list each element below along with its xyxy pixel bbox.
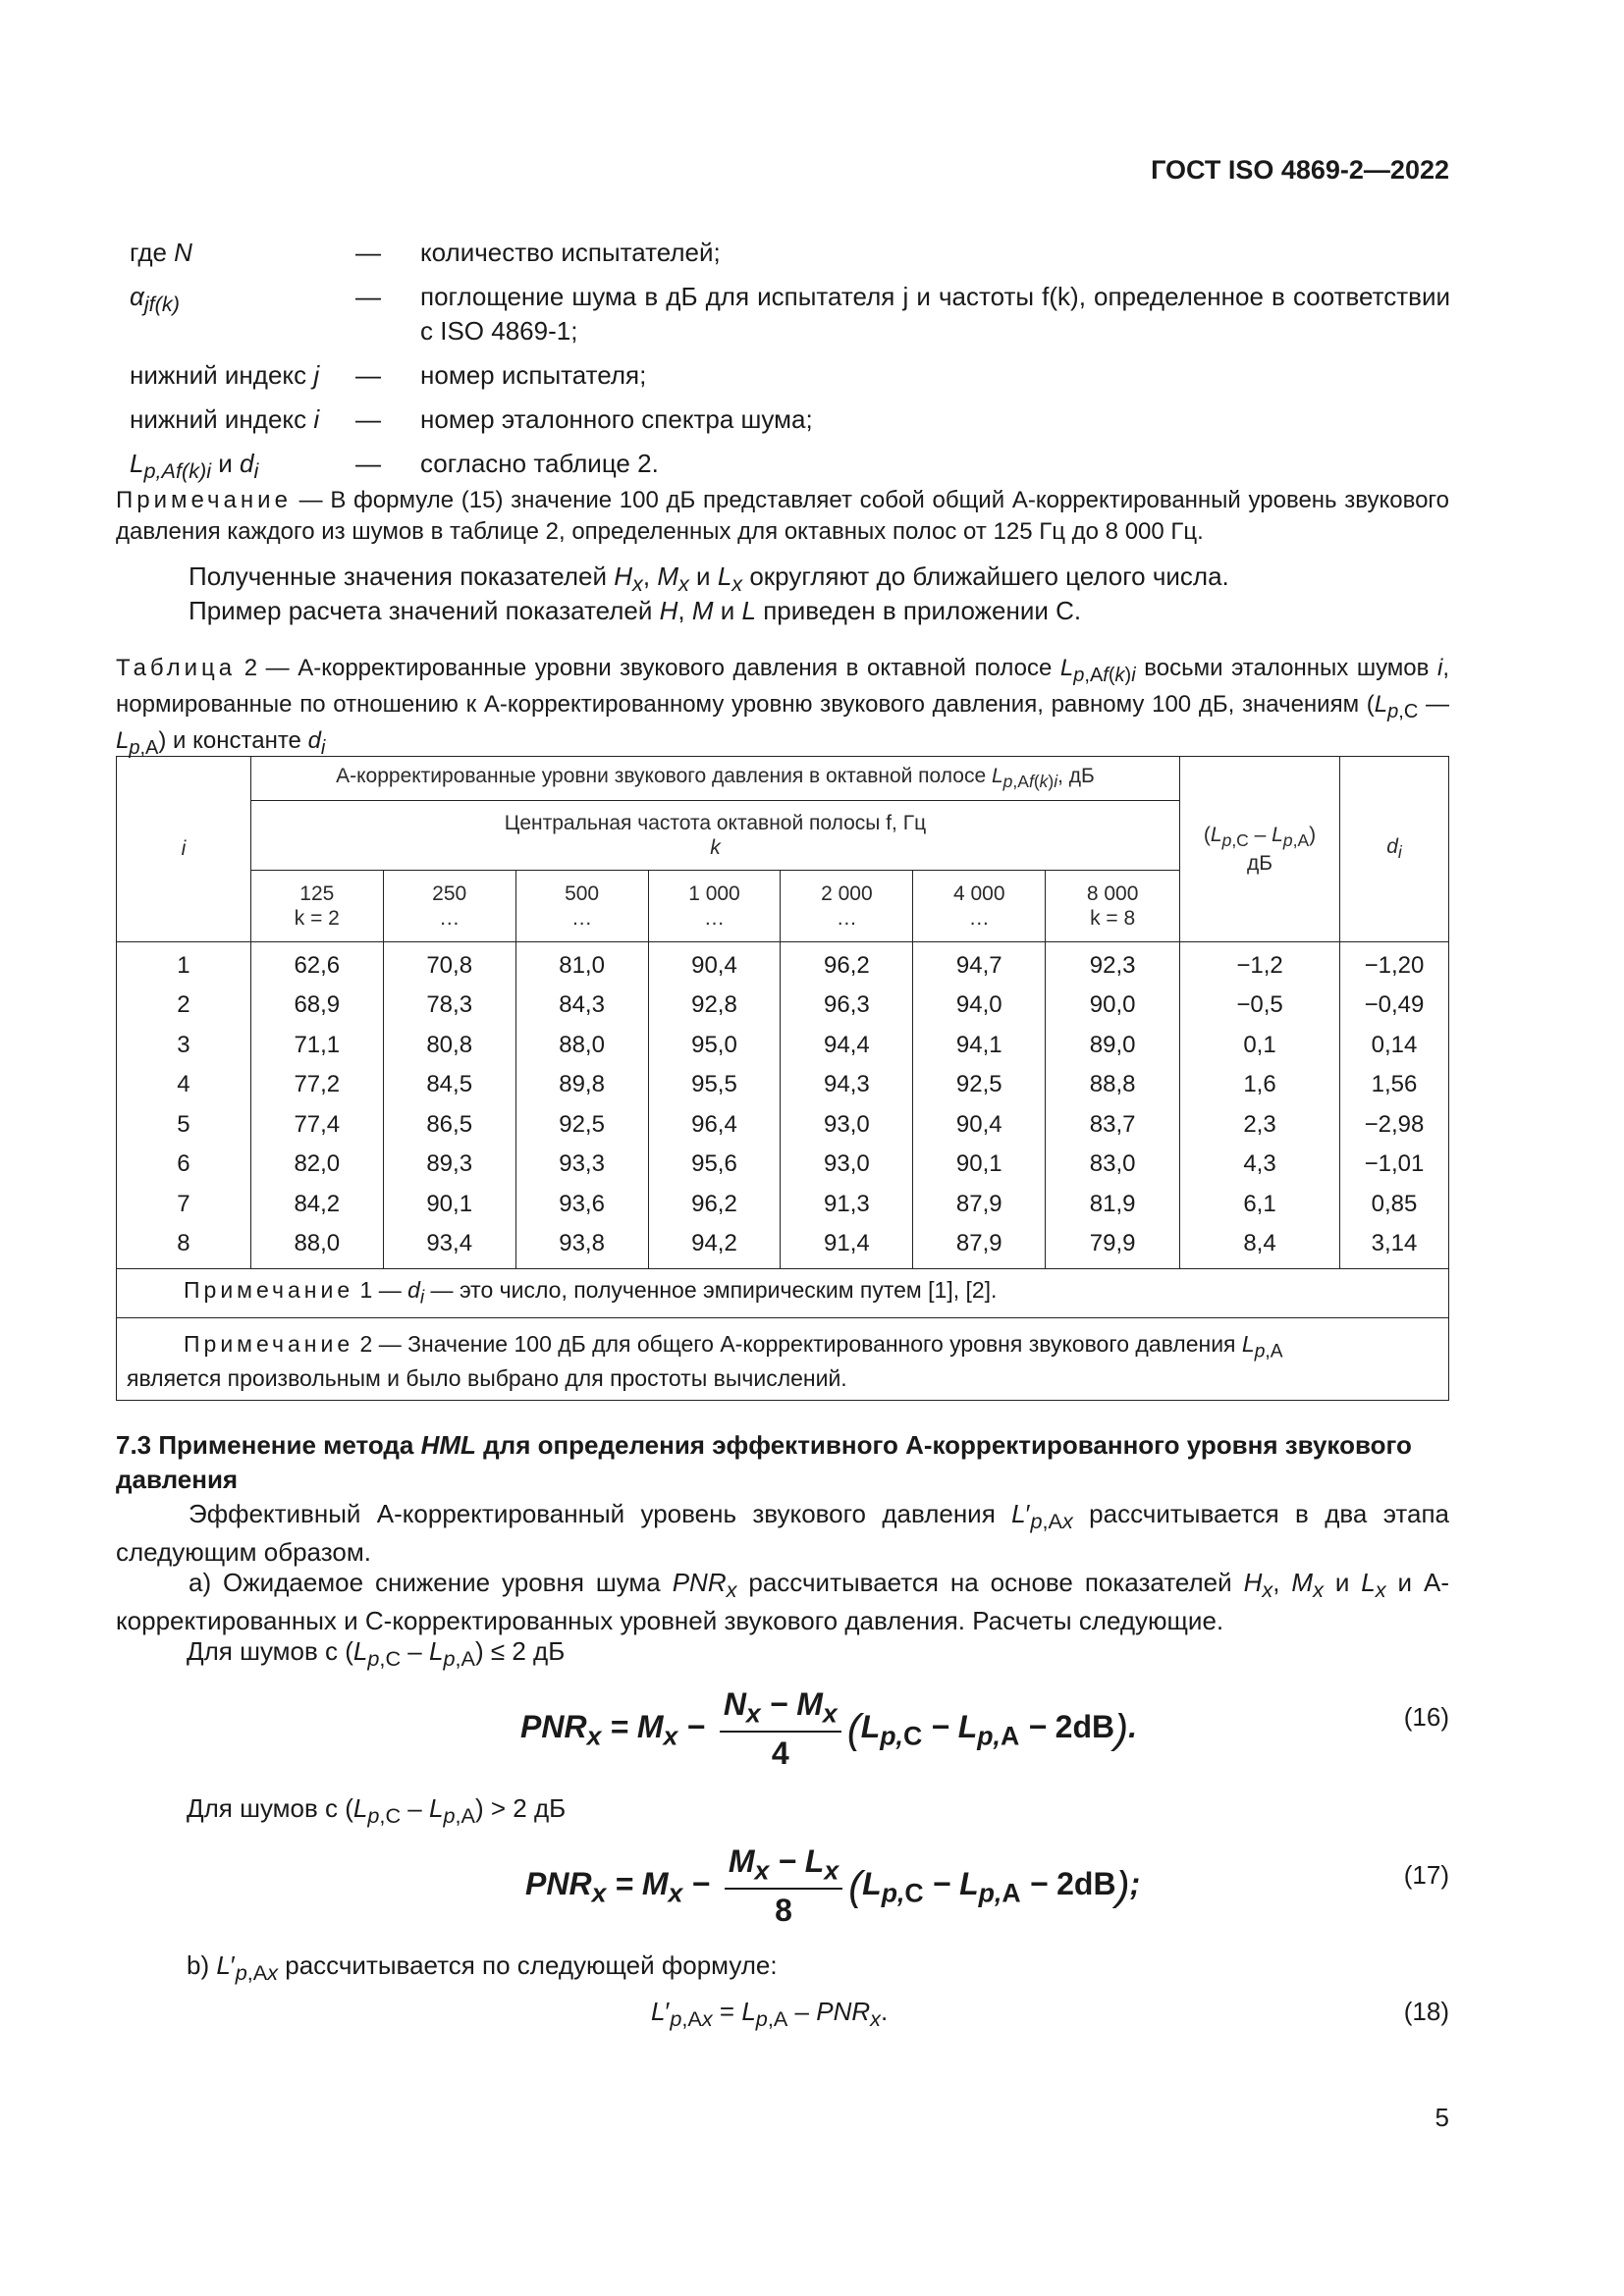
table-cell: 94,4 — [781, 1026, 913, 1066]
definitions-list — [130, 236, 1450, 496]
definition-term: $\alpha_{jf(k)}$ — [130, 282, 180, 317]
formula-note — [116, 485, 1449, 549]
table-cell: 3,14 — [1339, 1225, 1448, 1269]
table-note-1: Примечание 1 — $d_i$ — это число, полученное эмпирическим путем [1], [2]. — [117, 1269, 1449, 1318]
table-row — [117, 1225, 1449, 1269]
table-cell: 89,8 — [515, 1066, 648, 1106]
table-cell: 88,8 — [1046, 1066, 1180, 1106]
table-cell: 93,0 — [781, 1105, 913, 1146]
table-cell: 87,9 — [913, 1185, 1046, 1225]
example-paragraph: Пример расчета значений показателей H, M и L приведен в приложении С. — [189, 596, 1082, 625]
table-row — [117, 1105, 1449, 1146]
condition-gt: Для шумов с $(L_{p,C} - L_{p,A}) > 2$ дБ — [187, 1793, 567, 1829]
table-cell: 91,3 — [781, 1185, 913, 1225]
document-code: ГОСТ ISO 4869-2—2022 — [1151, 155, 1449, 185]
table-cell: 92,5 — [515, 1105, 648, 1146]
header-freq: Центральная частота октавной полосы f, Гц k — [250, 801, 1179, 871]
equation-number-18: (18) — [1403, 1997, 1449, 2026]
table-cell: 94,0 — [913, 987, 1046, 1027]
table-cell: 0,1 — [1180, 1026, 1340, 1066]
paragraph-effective: Эффективный А-корректированный уровень звукового давления $L'_{p,Ax}$ рассчитывается в два этапа следующим образом. — [116, 1499, 1449, 1568]
table-cell: 70,8 — [383, 942, 515, 987]
formula-16: $PNR_x = M_x$ − $\frac{N_x - M_x}{4}$ $(L_{p,C} - L_{p,A} - 2dB)$. — [520, 1683, 1137, 1776]
table-cell: −1,20 — [1339, 942, 1448, 987]
table-cell: 96,4 — [648, 1105, 781, 1146]
table-cell: 71,1 — [250, 1026, 383, 1066]
paragraph-b: b) $L'_{p,Ax}$ рассчитывается по следующей формуле: — [187, 1950, 778, 1986]
table-row — [117, 1026, 1449, 1066]
definition-dash: — — [355, 282, 381, 312]
table-cell: 90,0 — [1046, 987, 1180, 1027]
table-cell: 94,7 — [913, 942, 1046, 987]
table-cell: 93,8 — [515, 1225, 648, 1269]
definition-desc: номер эталонного спектра шума; — [420, 404, 813, 435]
page-number: 5 — [1435, 2103, 1449, 2132]
table-cell: 77,2 — [250, 1066, 383, 1106]
table-cell: 1,56 — [1339, 1066, 1448, 1106]
table-cell: 3 — [117, 1026, 251, 1066]
table-cell: 77,4 — [250, 1105, 383, 1146]
equation-number-17: (17) — [1403, 1860, 1449, 1890]
table-caption: Таблица 2 — А-корректированные уровни звукового давления в октавной полосе $L_{p,Af(k)i}$ восьми эталонных шумов i, нормированные по отношению к А-корректированному уровню звукового давления, равному 100 дБ, значениям ($L_{p,C}$ — $L_{p,A}$) и константе $d_i$ — [116, 655, 1450, 759]
note-label: Примечание — [116, 487, 292, 513]
definition-row — [130, 447, 1450, 485]
definition-term: $L_{p,Af(k)i}$ и $d_i$ — [130, 449, 259, 484]
table-cell: 4 — [117, 1066, 251, 1106]
definition-dash: — — [355, 404, 381, 435]
table-cell: 84,3 — [515, 987, 648, 1027]
table-cell: 90,1 — [383, 1185, 515, 1225]
note-text: — В формуле (15) значение 100 дБ представляет собой общий А-корректированный уровень звукового давления каждого из шумов в таблице 2, определенных для октавных полос от 125 Гц до 8 000 Гц. — [116, 487, 1449, 546]
definition-desc: номер испытателя; — [420, 360, 647, 391]
table-cell: 96,3 — [781, 987, 913, 1027]
table-cell: 84,5 — [383, 1066, 515, 1106]
definition-dash: — — [355, 449, 381, 479]
definition-desc: согласно таблице 2. — [420, 449, 659, 479]
definition-dash: — — [355, 238, 381, 267]
table-cell: 89,3 — [383, 1146, 515, 1186]
table-body — [117, 942, 1449, 1269]
freq-header: 1 000 … — [648, 871, 781, 942]
definition-row — [130, 402, 1450, 437]
freq-header: 2 000 … — [781, 871, 913, 942]
table-cell: 96,2 — [781, 942, 913, 987]
section-title: 7.3 Применение метода HML для определения эффективного А-корректированного уровня звукового давления — [116, 1430, 1412, 1495]
equation-number-16: (16) — [1403, 1702, 1449, 1732]
header-d: $d_i$ — [1339, 757, 1448, 942]
table-cell: 68,9 — [250, 987, 383, 1027]
definition-row — [130, 358, 1450, 393]
table-cell: 6,1 — [1180, 1185, 1340, 1225]
table-cell: 94,3 — [781, 1066, 913, 1106]
header-i: i — [117, 757, 251, 942]
table-cell: 83,0 — [1046, 1146, 1180, 1186]
table-cell: 2,3 — [1180, 1105, 1340, 1146]
condition-le: Для шумов с $(L_{p,C} - L_{p,A}) \le 2$ дБ — [187, 1636, 566, 1672]
formula-17: $PNR_x = M_x$ − $\frac{M_x - L_x}{8}$ $(L_{p,C} - L_{p,A} - 2dB)$; — [525, 1841, 1140, 1933]
table-row — [117, 987, 1449, 1027]
table-cell: 93,0 — [781, 1146, 913, 1186]
table-cell: 94,1 — [913, 1026, 1046, 1066]
table-cell: 93,4 — [383, 1225, 515, 1269]
freq-header: 500 … — [515, 871, 648, 942]
freq-header: 4 000 … — [913, 871, 1046, 942]
table-cell: 95,6 — [648, 1146, 781, 1186]
table-cell: 79,9 — [1046, 1225, 1180, 1269]
freq-header: 250 … — [383, 871, 515, 942]
definition-desc: количество испытателей; — [420, 238, 721, 267]
table-cell: 80,8 — [383, 1026, 515, 1066]
table-cell: 90,4 — [913, 1105, 1046, 1146]
paragraph-a: a) Ожидаемое снижение уровня шума $PNR_x$ рассчитывается на основе показателей $H_x$, $M_x$ и $L_x$ и А-корректированных и С-корректированных уровней звукового давления. Расчеты следующие. — [116, 1568, 1449, 1636]
table-cell: 90,4 — [648, 942, 781, 987]
table-cell: 88,0 — [515, 1026, 648, 1066]
freq-header: 125 k = 2 — [250, 871, 383, 942]
table-cell: 91,4 — [781, 1225, 913, 1269]
header-diff: $(L_{p,C} - L_{p,A})$ дБ — [1180, 757, 1340, 942]
definition-desc: поглощение шума в дБ для испытателя j и частоты f(k), определенное в соответствии с ISO 4869-1; — [420, 282, 1450, 347]
table-cell: 5 — [117, 1105, 251, 1146]
table-cell: 92,5 — [913, 1066, 1046, 1106]
table-cell: 62,6 — [250, 942, 383, 987]
table-cell: 92,8 — [648, 987, 781, 1027]
definition-row — [130, 280, 1450, 348]
formula-18: $L'_{p,Ax} = L_{p,A} - PNR_x$. — [651, 1997, 889, 2032]
table-cell: 94,2 — [648, 1225, 781, 1269]
table-cell: −0,5 — [1180, 987, 1340, 1027]
noise-spectra-table — [116, 756, 1449, 1401]
table-cell: 93,3 — [515, 1146, 648, 1186]
header-group: А-корректированные уровни звукового давления в октавной полосе $L_{p,Af(k)i}$, дБ — [250, 757, 1179, 801]
table-cell: 4,3 — [1180, 1146, 1340, 1186]
table-cell: 93,6 — [515, 1185, 648, 1225]
table-cell: 83,7 — [1046, 1105, 1180, 1146]
freq-header: 8 000 k = 8 — [1046, 871, 1180, 942]
rounding-paragraph: Полученные значения показателей $H_x$, $M_x$ и $L_x$ округляют до ближайшего целого числа. — [189, 561, 1229, 597]
table-cell: 81,0 — [515, 942, 648, 987]
definition-row — [130, 236, 1450, 270]
table-row — [117, 1146, 1449, 1186]
table-cell: 0,14 — [1339, 1026, 1448, 1066]
table-cell: 92,3 — [1046, 942, 1180, 987]
table-cell: −0,49 — [1339, 987, 1448, 1027]
table-cell: 84,2 — [250, 1185, 383, 1225]
table-cell: 82,0 — [250, 1146, 383, 1186]
table-cell: 0,85 — [1339, 1185, 1448, 1225]
table-cell: −1,01 — [1339, 1146, 1448, 1186]
table-cell: 78,3 — [383, 987, 515, 1027]
definition-term: нижний индекс i — [130, 404, 320, 435]
table-row — [117, 1185, 1449, 1225]
table-cell: 87,9 — [913, 1225, 1046, 1269]
table-cell: 8,4 — [1180, 1225, 1340, 1269]
table-cell: 95,5 — [648, 1066, 781, 1106]
table-cell: 6 — [117, 1146, 251, 1186]
table-cell: 2 — [117, 987, 251, 1027]
table-cell: 95,0 — [648, 1026, 781, 1066]
table-row — [117, 1066, 1449, 1106]
table-cell: 1 — [117, 942, 251, 987]
table-cell: 86,5 — [383, 1105, 515, 1146]
table-cell: 88,0 — [250, 1225, 383, 1269]
table-note-2: Примечание 2 — Значение 100 дБ для общего А-корректированного уровня звукового давления $L_{p,A}$ является произвольным и было выбрано для простоты вычислений. — [117, 1317, 1449, 1400]
table-cell: −2,98 — [1339, 1105, 1448, 1146]
table-cell: 8 — [117, 1225, 251, 1269]
table-cell: 1,6 — [1180, 1066, 1340, 1106]
table-cell: 89,0 — [1046, 1026, 1180, 1066]
definition-dash: — — [355, 360, 381, 391]
table-cell: 96,2 — [648, 1185, 781, 1225]
table-cell: 90,1 — [913, 1146, 1046, 1186]
definition-term: нижний индекс j — [130, 360, 320, 391]
table-cell: 81,9 — [1046, 1185, 1180, 1225]
table-cell: 7 — [117, 1185, 251, 1225]
table-cell: −1,2 — [1180, 942, 1340, 987]
definition-term: где N — [130, 238, 192, 267]
table-row — [117, 942, 1449, 987]
